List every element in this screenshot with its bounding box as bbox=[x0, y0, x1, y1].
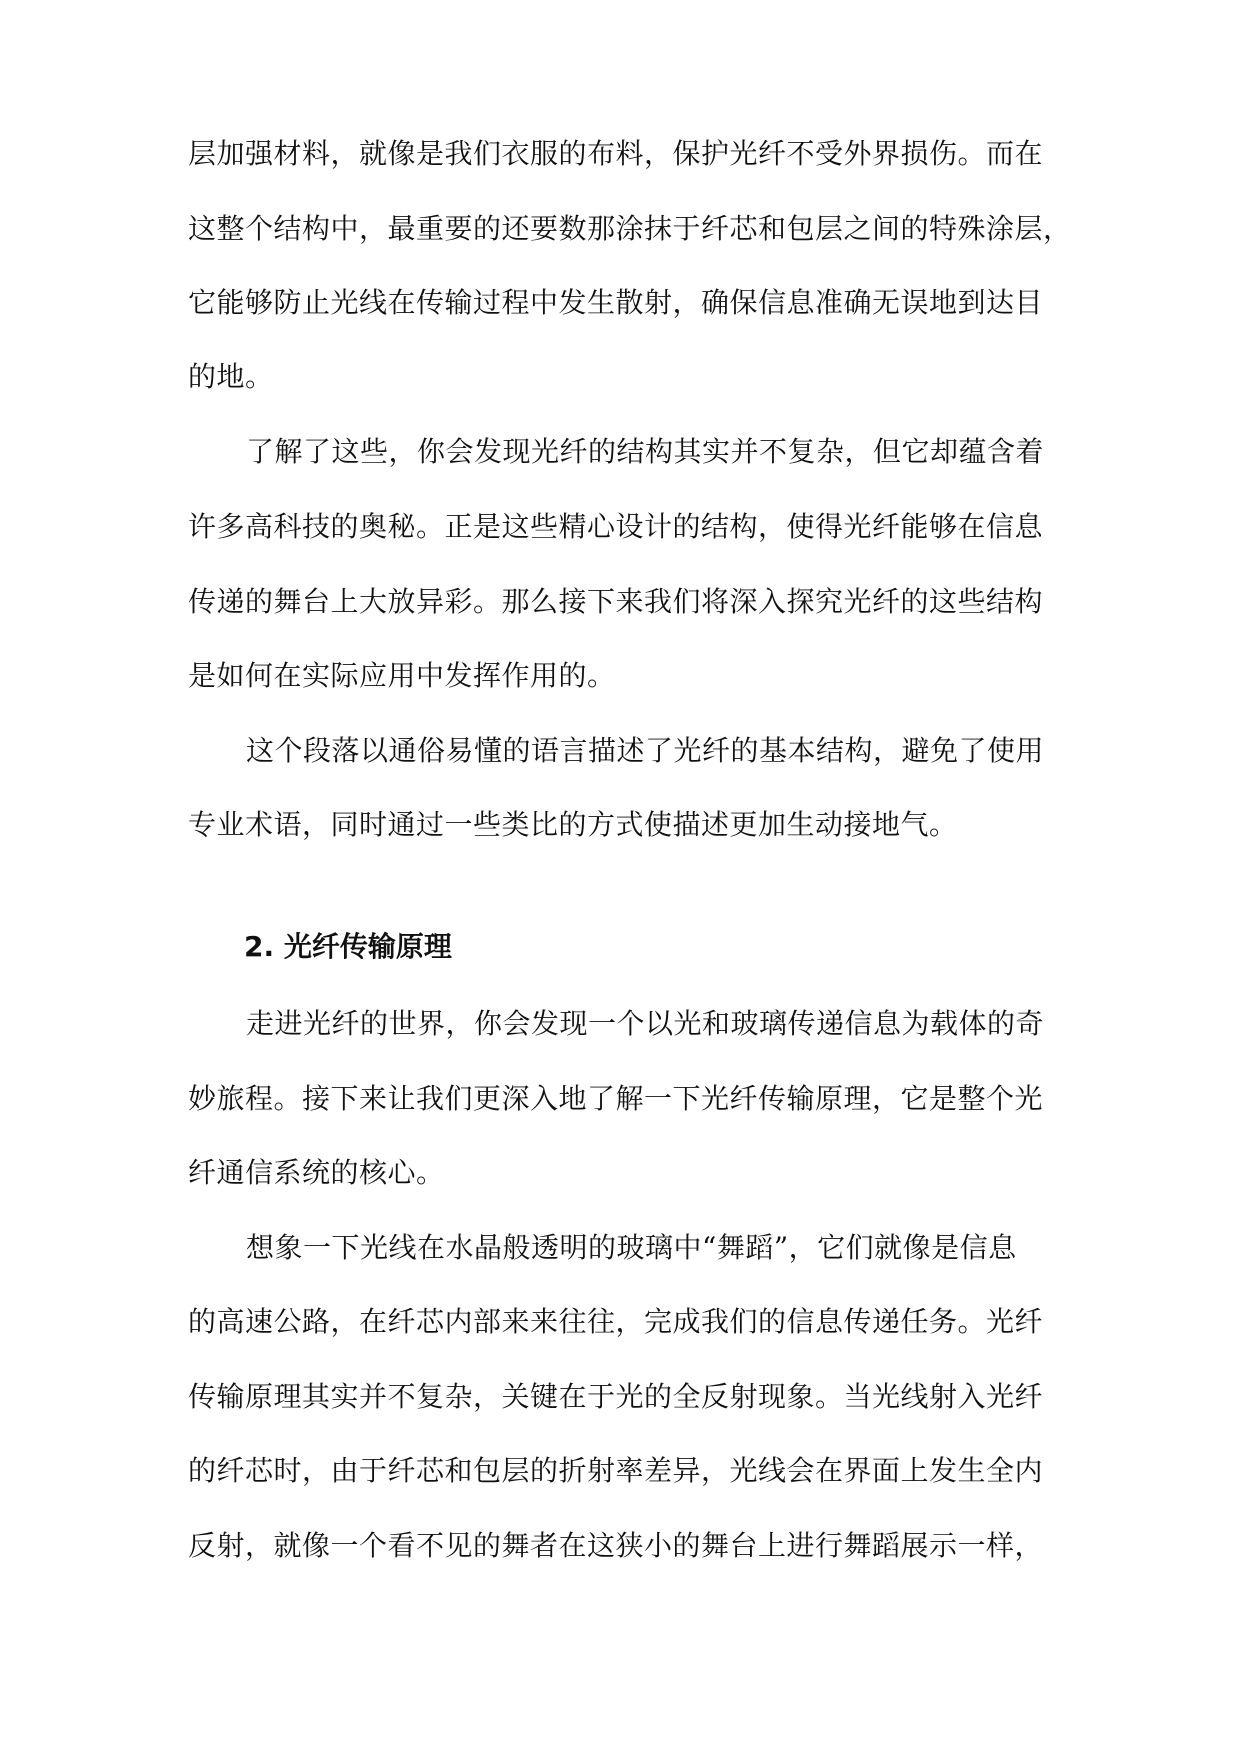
paragraph-line: 层加强材料，就像是我们衣服的布料，保护光纤不受外界损伤。而在 bbox=[188, 137, 1044, 170]
paragraph-line: 它能够防止光线在传输过程中发生散射，确保信息准确无误地到达目 bbox=[188, 286, 1044, 319]
paragraph-line: 的高速公路，在纤芯内部来来往往，完成我们的信息传递任务。光纤 bbox=[188, 1305, 1044, 1338]
paragraph-line: 妙旅程。接下来让我们更深入地了解一下光纤传输原理，它是整个光 bbox=[188, 1082, 1044, 1115]
paragraph-line: 这个段落以通俗易懂的语言描述了光纤的基本结构，避免了使用 bbox=[246, 734, 1045, 767]
paragraph-line: 走进光纤的世界，你会发现一个以光和玻璃传递信息为载体的奇 bbox=[246, 1007, 1045, 1040]
paragraph-line: 想象一下光线在水晶般透明的玻璃中“舞蹈”，它们就像是信息 bbox=[246, 1231, 1017, 1264]
paragraph-line: 传递的舞台上大放异彩。那么接下来我们将深入探究光纤的这些结构 bbox=[188, 585, 1044, 618]
paragraph-line: 了解了这些，你会发现光纤的结构其实并不复杂，但它却蕴含着 bbox=[246, 435, 1045, 468]
paragraph-line: 许多高科技的奥秘。正是这些精心设计的结构，使得光纤能够在信息 bbox=[188, 510, 1044, 543]
paragraph-line: 反射，就像一个看不见的舞者在这狭小的舞台上进行舞蹈展示一样， bbox=[188, 1529, 1044, 1562]
section-heading: 2. 光纤传输原理 bbox=[244, 930, 452, 963]
paragraph-line: 这整个结构中，最重要的还要数那涂抹于纤芯和包层之间的特殊涂层， bbox=[188, 212, 1072, 245]
paragraph-line: 专业术语，同时通过一些类比的方式使描述更加生动接地气。 bbox=[188, 808, 958, 841]
paragraph-line: 是如何在实际应用中发挥作用的。 bbox=[188, 659, 616, 692]
paragraph-line: 纤通信系统的核心。 bbox=[188, 1156, 445, 1189]
paragraph-line: 传输原理其实并不复杂，关键在于光的全反射现象。当光线射入光纤 bbox=[188, 1380, 1044, 1413]
paragraph-line: 的地。 bbox=[188, 360, 274, 393]
paragraph-line: 的纤芯时，由于纤芯和包层的折射率差异，光线会在界面上发生全内 bbox=[188, 1454, 1044, 1487]
